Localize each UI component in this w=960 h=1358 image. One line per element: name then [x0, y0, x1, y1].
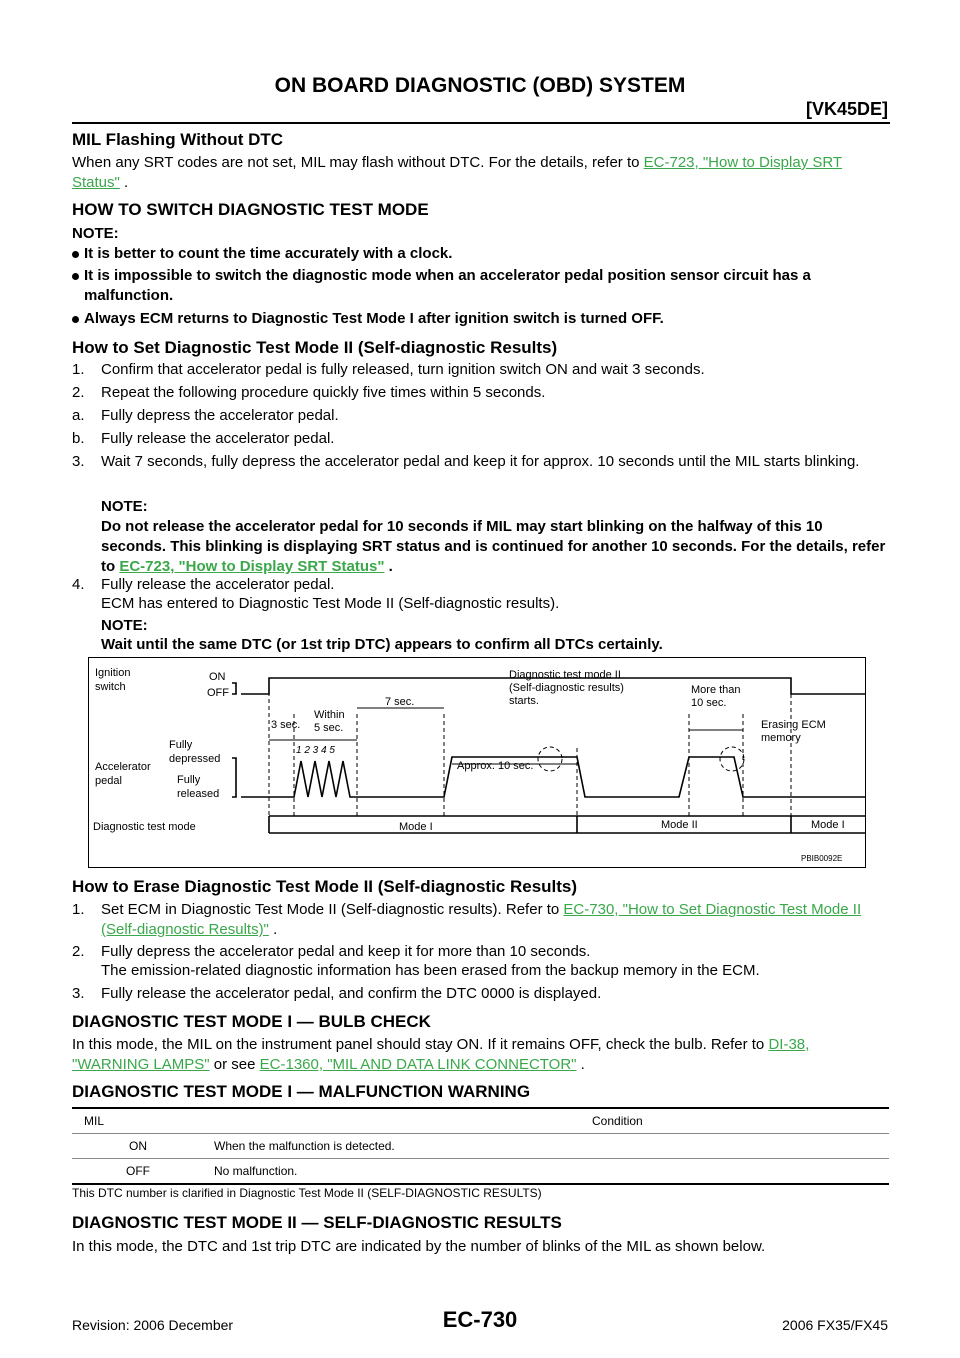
label-depressed: depressed: [169, 753, 221, 765]
link-di38-warning-lamps[interactable]: DI-38, "WARNING LAMPS": [72, 1036, 810, 1073]
table-note: This DTC number is clarified in Diagnostic Test Mode II (SELF-DIAGNOSTIC RESULTS): [72, 1186, 542, 1200]
step-3: 3. Wait 7 seconds, fully depress the accelerator pedal and keep it for approx. 10 seconds until the MIL starts blinking.: [72, 453, 860, 470]
mil-condition-table: [72, 1109, 889, 1185]
timing-diagram-svg: [89, 658, 865, 867]
label-mode-1b: Mode I: [811, 819, 845, 831]
footer-revision: Revision: 2006 December: [72, 1317, 234, 1333]
bullet-item: Always ECM returns to Diagnostic Test Mode I after ignition switch is turned OFF.: [84, 309, 888, 329]
footer-model: 2006 FX35/FX45: [782, 1317, 888, 1333]
label-on: ON: [209, 671, 226, 683]
table-header-row: [72, 1109, 889, 1134]
label-dtm2-line3: starts.: [509, 695, 539, 707]
label-approx-10sec: Approx. 10 sec.: [457, 760, 534, 772]
paragraph-mil-flashing: When any SRT codes are not set, MIL may flash without DTC. For the details, refer to EC-723, "How to Display SRT Status" .: [72, 154, 843, 191]
figure-code: PBIB0092E: [801, 854, 843, 863]
label-dtm2-line2: (Self-diagnostic results): [509, 682, 624, 694]
heading-malfunction-warning: DIAGNOSTIC TEST MODE I — MALFUNCTION WARNING: [72, 1082, 531, 1101]
label-fully-depressed: Fully: [169, 739, 193, 751]
step-1: 1. Confirm that accelerator pedal is fully released, turn ignition switch ON and wait 3 seconds.: [72, 361, 705, 378]
note-label: NOTE:: [101, 498, 148, 515]
erase-step-2-detail: The emission-related diagnostic information has been erased from the backup memory in the ECM.: [101, 962, 760, 979]
label-off: OFF: [207, 687, 229, 699]
table-row: ON When the malfunction is detected.: [72, 1134, 889, 1159]
link-ec1360-mil-connector[interactable]: EC-1360, "MIL AND DATA LINK CONNECTOR": [259, 1056, 577, 1073]
label-ignition: Ignition: [95, 667, 131, 679]
label-fully-released: Fully: [177, 774, 201, 786]
label-diagnostic-test-mode: Diagnostic test mode: [93, 821, 196, 833]
timing-diagram: [88, 657, 866, 868]
link-ec730-set-mode2[interactable]: EC-730, "How to Set Diagnostic Test Mode II (Self-diagnostic Results)": [101, 901, 862, 938]
label-switch: switch: [95, 681, 126, 693]
label-5sec: 5 sec.: [314, 722, 344, 734]
label-dtm2-line1: Diagnostic test mode II: [509, 669, 621, 681]
link-ec723-srt-status[interactable]: EC-723, "How to Display SRT Status": [72, 154, 843, 191]
heading-mil-flashing: MIL Flashing Without DTC: [72, 130, 284, 149]
heading-bulb-check: DIAGNOSTIC TEST MODE I — BULB CHECK: [72, 1012, 431, 1031]
label-mode-1: Mode I: [399, 821, 433, 833]
step-2a: a. Fully depress the accelerator pedal.: [72, 407, 339, 424]
step-2: 2. Repeat the following procedure quickly five times within 5 seconds.: [72, 384, 546, 401]
link-ec723-srt-status[interactable]: EC-723, "How to Display SRT Status": [119, 558, 385, 575]
label-blink-counts: 1 2 3 4 5: [296, 745, 335, 756]
heading-erase-mode2: How to Erase Diagnostic Test Mode II (Self-diagnostic Results): [72, 877, 578, 896]
engine-model: [VK45DE]: [805, 99, 888, 119]
erase-step-1: 1. Set ECM in Diagnostic Test Mode II (Self-diagnostic results). Refer to EC-730, "How to Set Diagnostic Test Mode II (Self-diagnostic Results)" .: [72, 901, 862, 938]
label-more-than: More than: [691, 684, 741, 696]
label-10sec: 10 sec.: [691, 697, 727, 709]
header-mil: MIL: [72, 1109, 214, 1134]
header-rule: [72, 122, 890, 124]
note-label: NOTE:: [72, 225, 119, 242]
note-step4: Wait until the same DTC (or 1st trip DTC) appears to confirm all DTCs certainly.: [101, 636, 663, 653]
page-number: EC-730: [442, 1307, 518, 1332]
note-step3: Do not release the accelerator pedal for 10 seconds if MIL may start blinking on the halfway of this 10 seconds. This blinking is displaying SRT status and is continued for another 10 seconds. For the details, refer to EC-723, "How to Display SRT Status" .: [101, 518, 886, 575]
label-mode-2: Mode II: [661, 819, 698, 831]
label-pedal: pedal: [95, 775, 122, 787]
label-7sec: 7 sec.: [385, 696, 415, 708]
label-released: released: [177, 788, 220, 800]
erase-step-2: 2. Fully depress the accelerator pedal and keep it for more than 10 seconds.: [72, 943, 591, 960]
heading-self-diagnostic: DIAGNOSTIC TEST MODE II — SELF-DIAGNOSTIC RESULTS: [72, 1213, 562, 1232]
bullet-item: It is impossible to switch the diagnostic mode when an accelerator pedal position sensor circuit has a malfunction.: [84, 266, 888, 306]
label-3sec: 3 sec.: [271, 719, 301, 731]
header-condition: Condition: [214, 1109, 889, 1134]
label-erasing-ecm: Erasing ECM: [761, 719, 826, 731]
page-title: ON BOARD DIAGNOSTIC (OBD) SYSTEM: [274, 74, 686, 97]
step-4: 4. Fully release the accelerator pedal.: [72, 576, 335, 593]
bullet-item: It is better to count the time accurately with a clock.: [84, 244, 888, 264]
label-within: Within: [314, 709, 345, 721]
step-2b: b. Fully release the accelerator pedal.: [72, 430, 335, 447]
paragraph-self-diagnostic: In this mode, the DTC and 1st trip DTC are indicated by the number of blinks of the MIL as shown below.: [72, 1238, 766, 1255]
heading-switch-mode: HOW TO SWITCH DIAGNOSTIC TEST MODE: [72, 200, 429, 219]
label-accelerator: Accelerator: [95, 761, 151, 773]
note-label: NOTE:: [101, 617, 148, 634]
table-row: OFF No malfunction.: [72, 1159, 889, 1185]
heading-set-mode2: How to Set Diagnostic Test Mode II (Self-diagnostic Results): [72, 338, 558, 357]
label-memory: memory: [761, 732, 801, 744]
step-4-detail: ECM has entered to Diagnostic Test Mode II (Self-diagnostic results).: [101, 595, 560, 612]
paragraph-bulb-check: In this mode, the MIL on the instrument panel should stay ON. If it remains OFF, check the bulb. Refer to DI-38, "WARNING LAMPS" or see EC-1360, "MIL AND DATA LINK CONNECTOR" .: [72, 1036, 810, 1073]
erase-step-3: 3. Fully release the accelerator pedal, and confirm the DTC 0000 is displayed.: [72, 985, 602, 1002]
